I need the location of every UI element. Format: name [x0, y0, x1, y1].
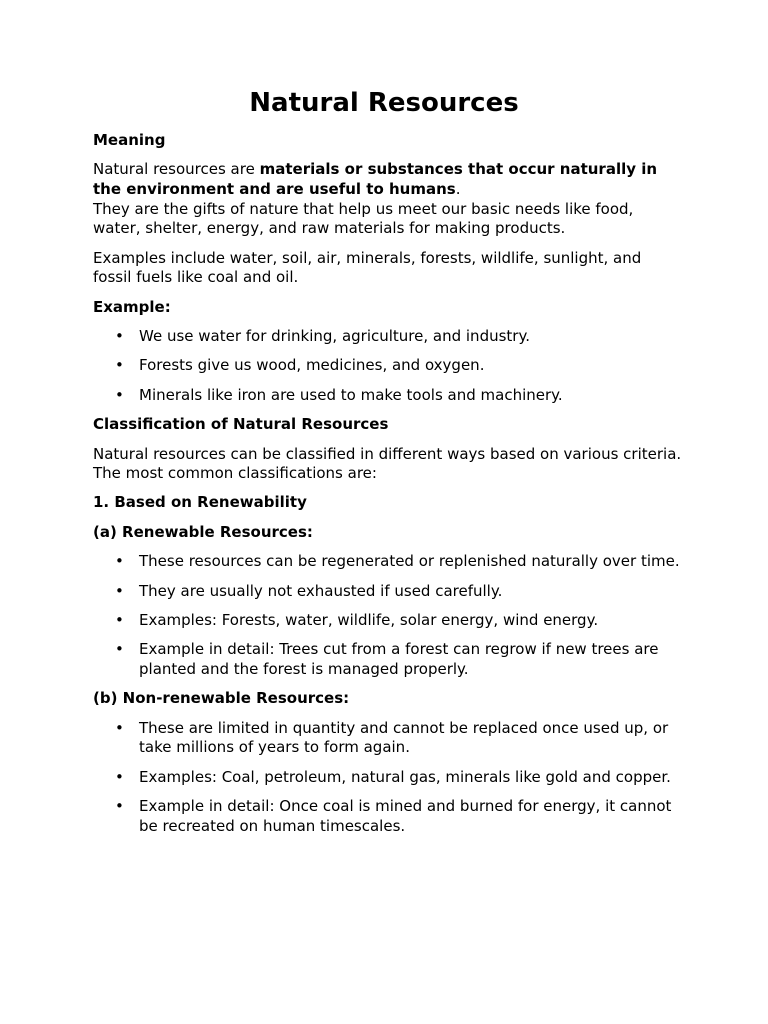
list-item — [93, 611, 683, 631]
example-list — [93, 327, 683, 405]
list-item-text: Forests give us wood, medicines, and oxygen. — [139, 356, 485, 375]
list-item-text: Examples: Coal, petroleum, natural gas, minerals like gold and copper. — [139, 767, 671, 786]
bullet-icon: • — [115, 385, 124, 404]
meaning-intro-paragraph — [93, 160, 683, 199]
document-title: Natural Resources — [249, 88, 519, 118]
list-item — [93, 768, 683, 788]
bullet-icon: • — [115, 718, 124, 737]
renewability-heading: 1. Based on Renewability — [93, 493, 307, 512]
list-item — [93, 356, 683, 376]
bullet-icon: • — [115, 611, 124, 630]
list-item-text: They are usually not exhausted if used carefully. — [139, 581, 503, 600]
list-item-text: Example in detail: Once coal is mined and burned for energy, it cannot be recreated on human timescales. — [139, 797, 672, 835]
list-item — [93, 386, 683, 406]
document-body — [93, 131, 683, 846]
list-item-text: Minerals like iron are used to make tools and machinery. — [139, 385, 563, 404]
bullet-icon: • — [115, 581, 124, 600]
bullet-icon: • — [115, 356, 124, 375]
meaning-examples-paragraph: Examples include water, soil, air, minerals, forests, wildlife, sunlight, and fossil fuels like coal and oil. — [93, 248, 642, 287]
bullet-icon: • — [115, 797, 124, 816]
list-item — [93, 552, 683, 572]
list-item — [93, 582, 683, 602]
list-item — [93, 640, 683, 679]
meaning-intro-post: . — [455, 179, 461, 198]
classification-heading: Classification of Natural Resources — [93, 415, 389, 434]
list-item-text: These are limited in quantity and cannot be replaced once used up, or take millions of years to form again. — [139, 718, 669, 757]
meaning-heading: Meaning — [93, 131, 166, 149]
list-item — [93, 327, 683, 347]
bullet-icon: • — [115, 640, 124, 659]
example-heading: Example: — [93, 297, 171, 316]
bullet-icon: • — [115, 326, 124, 345]
bullet-icon: • — [115, 552, 124, 571]
renewable-heading: (a) Renewable Resources: — [93, 522, 313, 541]
meaning-intro-pre: Natural resources are — [93, 160, 260, 179]
list-item-text: Examples: Forests, water, wildlife, solar energy, wind energy. — [139, 611, 599, 630]
list-item-text: These resources can be regenerated or replenished naturally over time. — [139, 552, 680, 571]
renewable-list — [93, 552, 683, 679]
meaning-intro-bold: materials or substances that occur naturally in the environment and are useful to humans — [93, 160, 658, 198]
list-item-text: We use water for drinking, agriculture, and industry. — [139, 326, 530, 345]
bullet-icon: • — [115, 767, 124, 786]
list-item-text: Example in detail: Trees cut from a forest can regrow if new trees are planted and the forest is managed properly. — [139, 640, 659, 679]
list-item — [93, 797, 683, 836]
list-item — [93, 719, 683, 758]
non-renewable-heading: (b) Non-renewable Resources: — [93, 689, 350, 708]
classification-intro-paragraph: Natural resources can be classified in different ways based on various criteria. The most common classifications are: — [93, 444, 682, 483]
meaning-gifts-paragraph: They are the gifts of nature that help us meet our basic needs like food, water, shelter, energy, and raw materials for making products. — [93, 199, 634, 238]
non-renewable-list — [93, 719, 683, 837]
